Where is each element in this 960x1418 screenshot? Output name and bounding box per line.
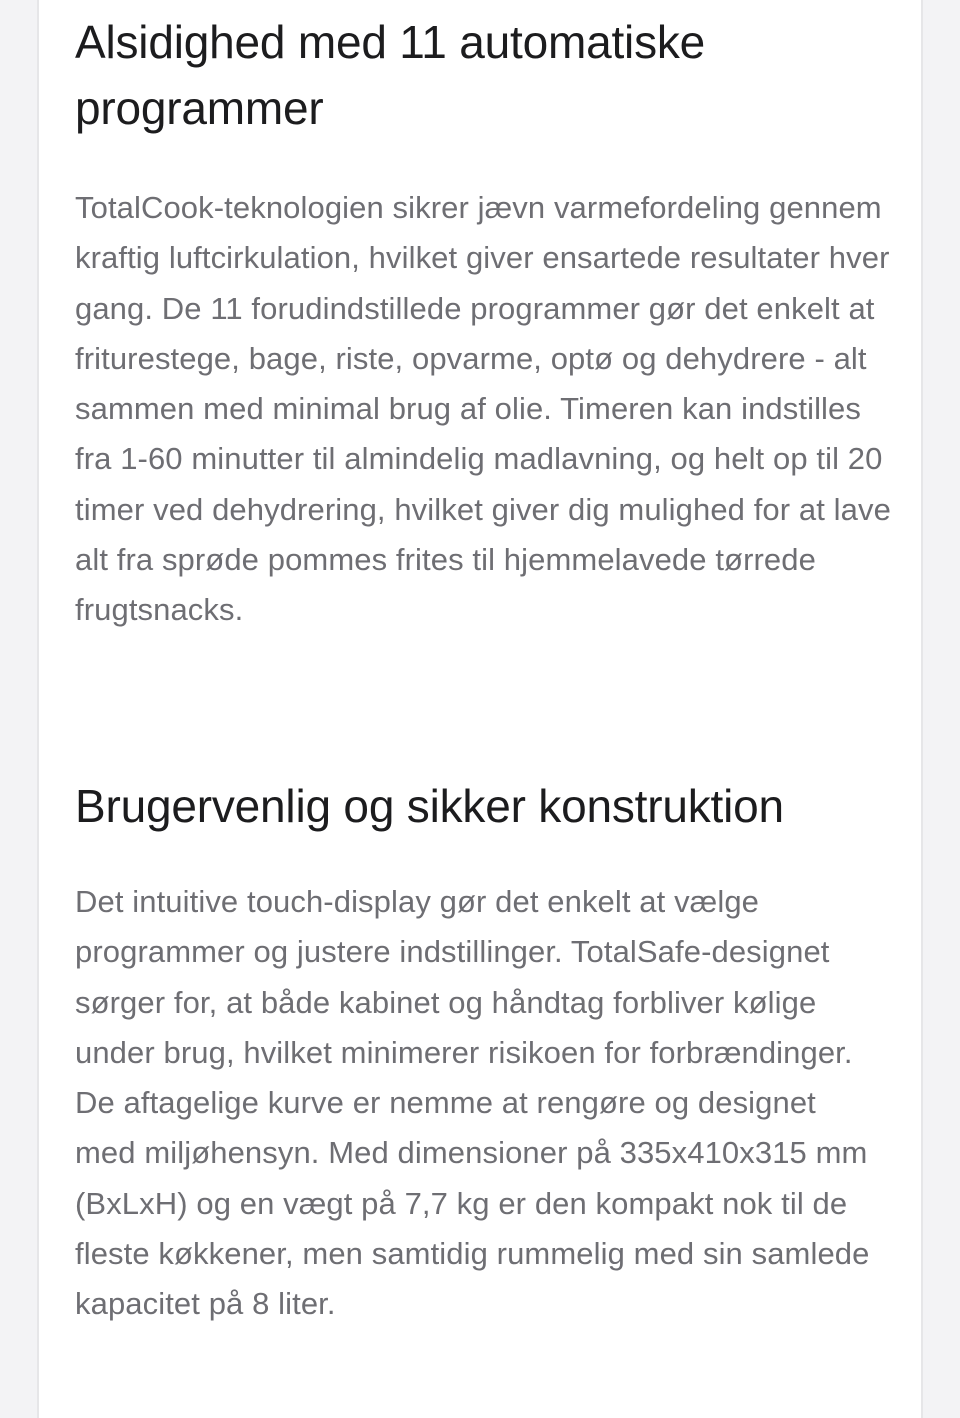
section-body-safety: Det intuitive touch-display gør det enkelt at vælge programmer og justere indstillinger. TotalSafe-designet sørger for, at både kabinet og håndtag forbliver kølige under brug, hvilket minimerer risikoen for forbrændinger. De aftagelige kurve er nemme at rengøre og designet med miljøhensyn. Med dimensioner på 335x410x315 mm (BxLxH) og en vægt på 7,7 kg er den kompakt nok til de fleste køkkener, men samtidig rummelig med sin samlede kapacitet på 8 liter. bbox=[75, 884, 870, 1322]
section-heading-programs: Alsidighed med 11 automatiske programmer bbox=[75, 16, 706, 134]
section-body-programs: TotalCook-teknologien sikrer jævn varmefordeling gennem kraftig luftcirkulation, hvilket giver ensartede resultater hver gang. De 11 forudindstillede programmer gør det enkelt at friturestege, bage, riste, opvarme, optø og dehydrere - alt sammen med minimal brug af olie. Timeren kan indstilles fra 1-60 minutter til almindelig madlavning, og helt op til 20 timer ved dehydrering, hvilket giver dig mulighed for at lave alt fra sprøde pommes frites til hjemmelavede tørrede frugtsnacks. bbox=[75, 190, 891, 628]
section-heading-safety: Brugervenlig og sikker konstruktion bbox=[75, 780, 784, 832]
